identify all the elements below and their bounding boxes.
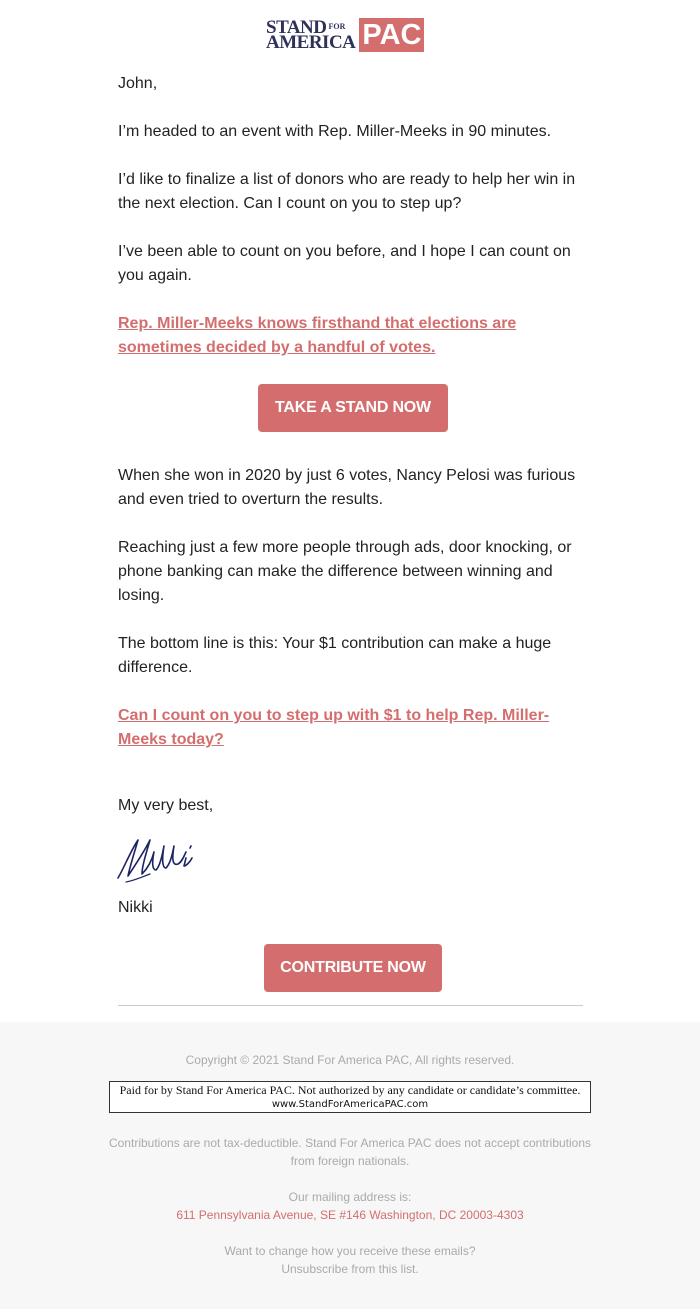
signer-name: Nikki: [118, 899, 153, 916]
take-a-stand-button[interactable]: TAKE A STAND NOW: [258, 384, 448, 432]
website-url: www.StandForAmericaPAC.com: [271, 1099, 429, 1110]
logo-stand: STAND: [266, 17, 327, 38]
disclaimer-box: [109, 1081, 591, 1113]
divider: [118, 1005, 583, 1006]
unsubscribe-link[interactable]: Unsubscribe from this list.: [281, 1262, 419, 1276]
mailing-label: Our mailing address is:: [288, 1190, 412, 1204]
logo[interactable]: [266, 18, 424, 52]
step-up-link[interactable]: Can I count on you to step up with $1 to help Rep. Miller-Meeks today?: [118, 707, 550, 748]
take-stand-wrap: [118, 384, 588, 432]
logo-pac: PAC: [359, 18, 424, 52]
firsthand-link[interactable]: Rep. Miller-Meeks knows firsthand that elections are sometimes decided by a handful of votes.: [118, 315, 517, 356]
footer: [0, 1022, 700, 1309]
contribute-now-button[interactable]: CONTRIBUTE NOW: [264, 944, 442, 992]
copyright: Copyright © 2021 Stand For America PAC, All rights reserved.: [185, 1053, 515, 1067]
paragraph-bottom-line: The bottom line is this: Your $1 contribution can make a huge difference.: [118, 635, 552, 676]
mailing-block: [0, 1188, 700, 1224]
paragraph-reach: Reaching just a few more people through ads, door knocking, or phone banking can make the difference between winning and losing.: [118, 539, 572, 604]
signature-graphic: [114, 830, 204, 890]
logo-america: AMERICA: [266, 32, 356, 53]
paragraph-2020: When she won in 2020 by just 6 votes, Nancy Pelosi was furious and even tried to overturn the results.: [118, 467, 576, 508]
paragraph-donors: I’d like to finalize a list of donors who are ready to help her win in the next election. Can I count on you to step up?: [118, 171, 576, 212]
preferences-block: [0, 1242, 700, 1278]
signature: [114, 830, 588, 890]
contribute-wrap: [118, 944, 588, 992]
paragraph-event: I’m headed to an event with Rep. Miller-Meeks in 90 minutes.: [118, 123, 552, 140]
contribution-note: Contributions are not tax-deductible. Stand For America PAC does not accept contributions from foreign nationals.: [108, 1136, 592, 1168]
email-body: [118, 72, 588, 1024]
closing: My very best,: [118, 797, 214, 814]
paid-for-disclaimer: Paid for by Stand For America PAC. Not authorized by any candidate or candidate’s committee.: [119, 1083, 581, 1097]
mailing-address[interactable]: 611 Pennsylvania Avenue, SE #146 Washington, DC 20003-4303: [176, 1208, 524, 1222]
greeting: John,: [118, 75, 158, 92]
logo-for: FOR: [328, 22, 346, 31]
paragraph-count-on-you: I’ve been able to count on you before, and I hope I can count on you again.: [118, 243, 571, 284]
change-preferences-text: Want to change how you receive these emails?: [224, 1244, 476, 1258]
logo-wordmark: [266, 17, 356, 53]
